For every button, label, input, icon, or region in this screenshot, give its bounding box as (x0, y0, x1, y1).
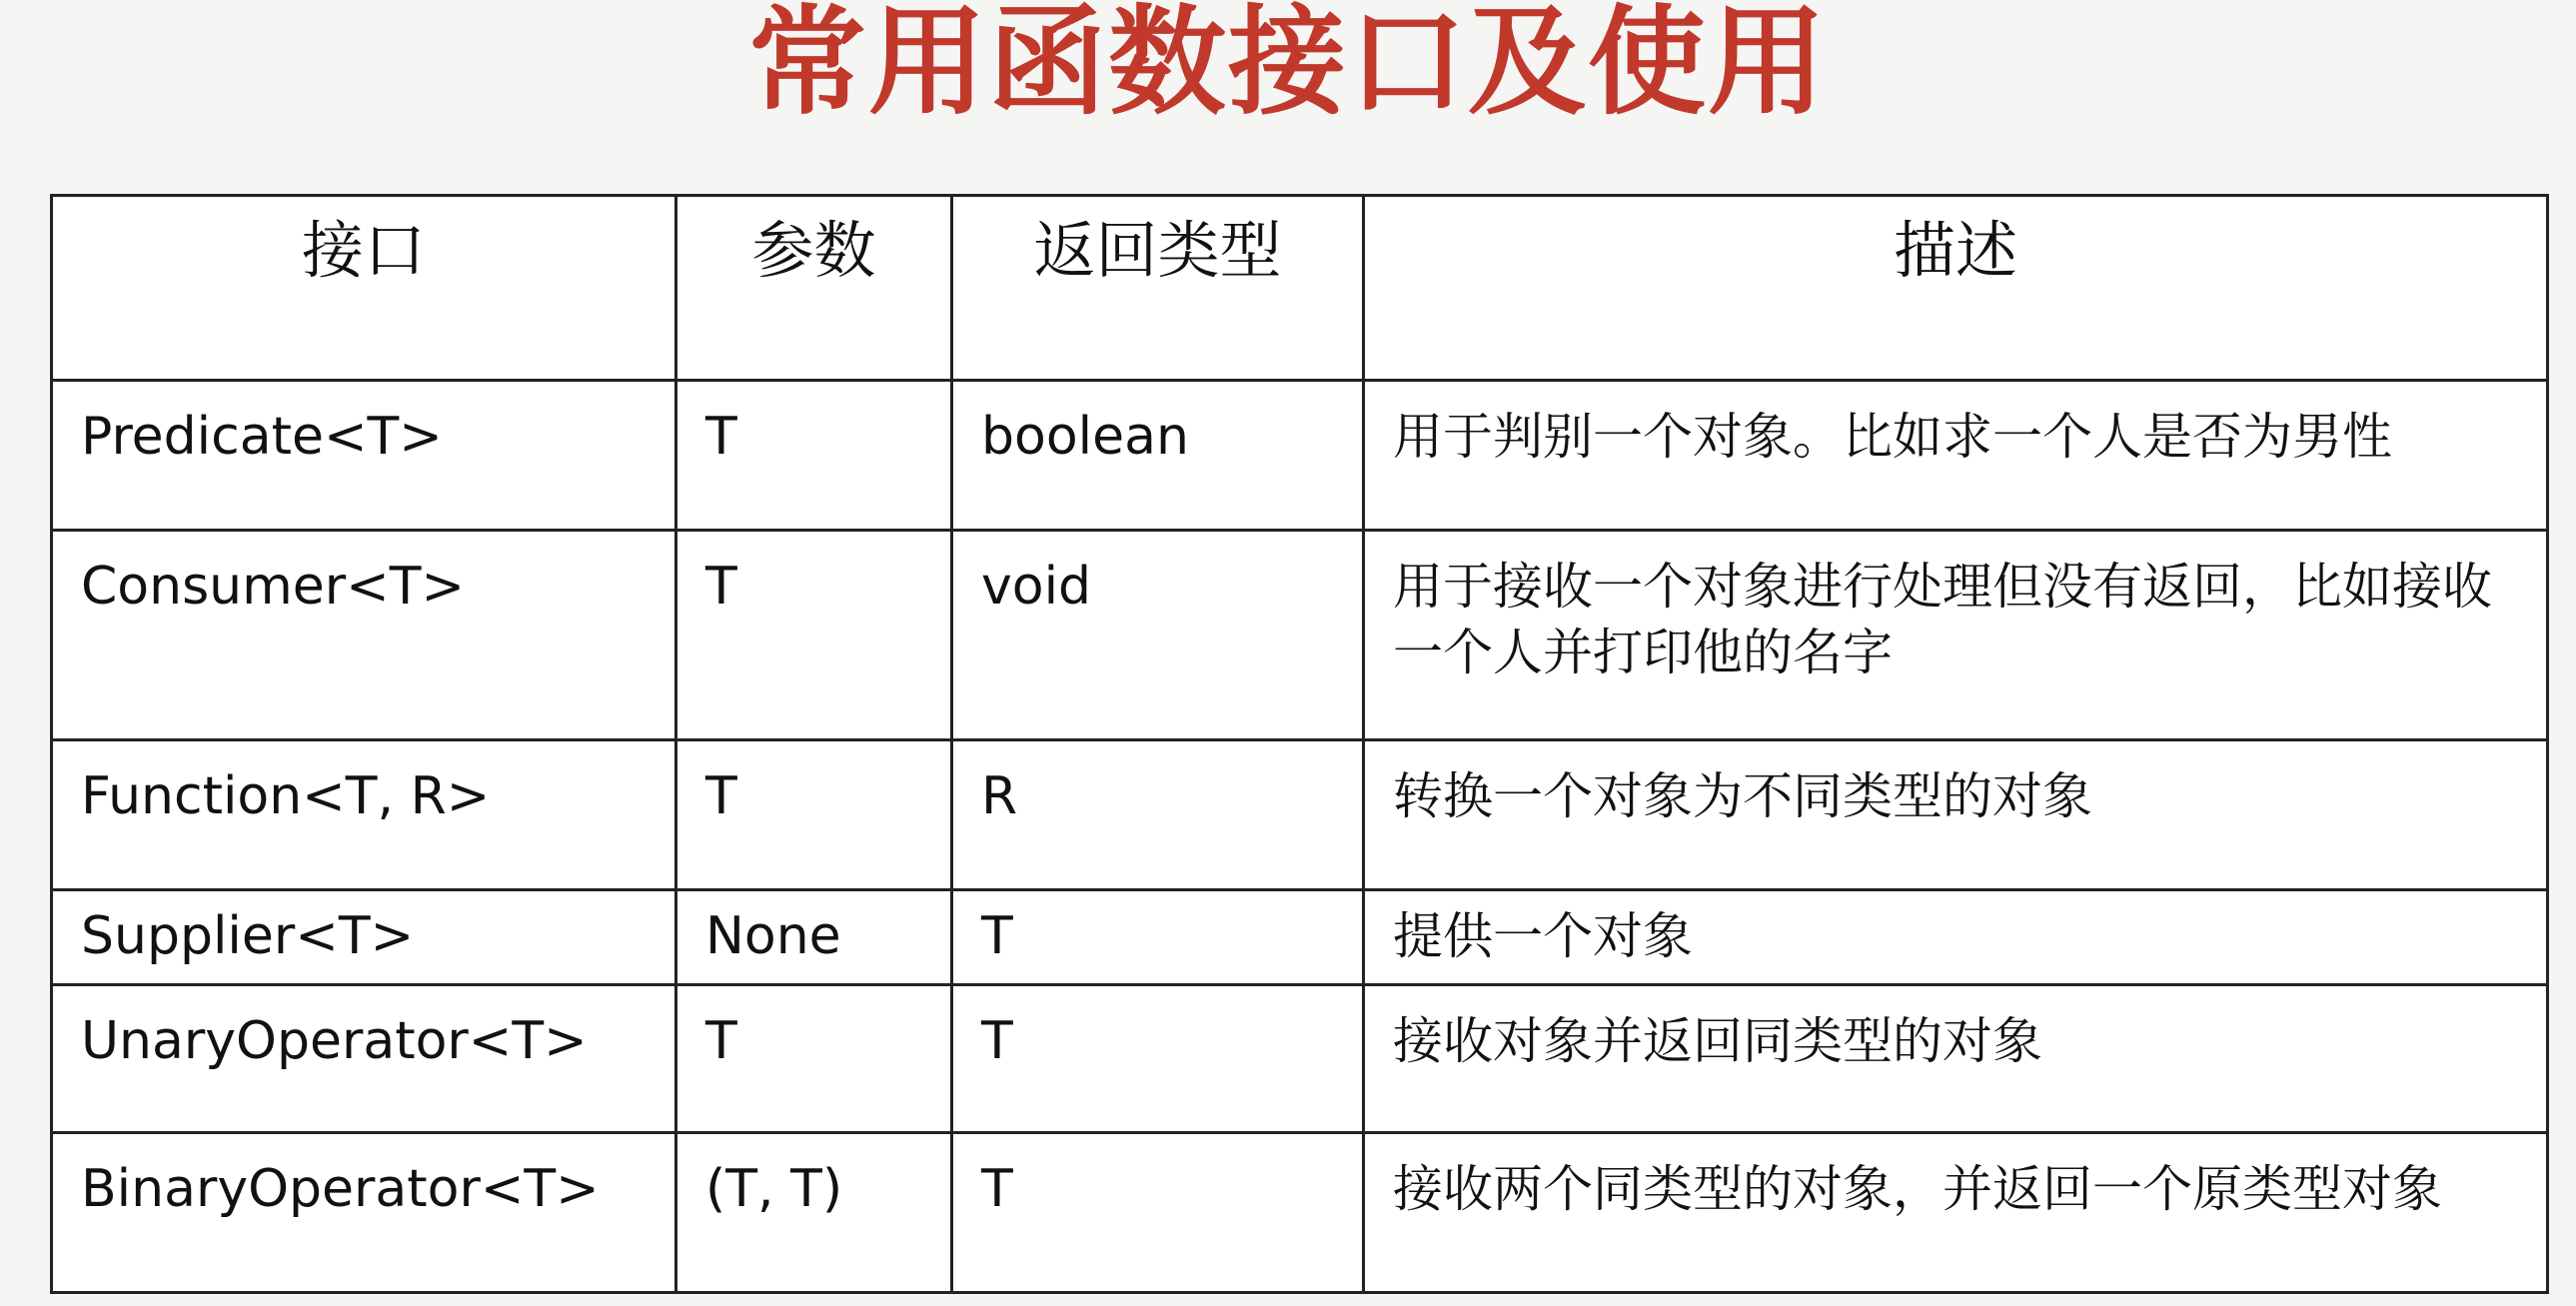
return-type-cell: T (952, 890, 1364, 985)
functional-interfaces-table (50, 194, 2549, 1294)
header-parameter: 参数 (676, 196, 952, 381)
header-row (52, 196, 2548, 381)
interface-cell: BinaryOperator<T> (52, 1133, 676, 1293)
return-type-cell: boolean (952, 381, 1364, 531)
header-description: 描述 (1364, 196, 2548, 381)
parameter-cell: None (676, 890, 952, 985)
description-cell: 转换一个对象为不同类型的对象 (1364, 740, 2548, 890)
slide-title: 常用函数接口及使用 (747, 0, 1828, 131)
return-type-cell: R (952, 740, 1364, 890)
parameter-cell: T (676, 531, 952, 740)
table-row (52, 890, 2548, 985)
parameter-cell: T (676, 381, 952, 531)
header-return-type: 返回类型 (952, 196, 1364, 381)
parameter-cell: (T, T) (676, 1133, 952, 1293)
table-row (52, 1133, 2548, 1293)
return-type-cell: T (952, 1133, 1364, 1293)
table-row (52, 740, 2548, 890)
return-type-cell: T (952, 985, 1364, 1133)
parameter-cell: T (676, 740, 952, 890)
return-type-cell: void (952, 531, 1364, 740)
table-row (52, 381, 2548, 531)
interface-cell: Function<T, R> (52, 740, 676, 890)
table-row (52, 531, 2548, 740)
interface-cell: Supplier<T> (52, 890, 676, 985)
interface-cell: UnaryOperator<T> (52, 985, 676, 1133)
table-row (52, 985, 2548, 1133)
header-interface: 接口 (52, 196, 676, 381)
description-cell: 用于判别一个对象。比如求一个人是否为男性 (1364, 381, 2548, 531)
interface-cell: Predicate<T> (52, 381, 676, 531)
description-cell: 用于接收一个对象进行处理但没有返回，比如接收一个人并打印他的名字 (1364, 531, 2548, 740)
description-cell: 接收两个同类型的对象，并返回一个原类型对象 (1364, 1133, 2548, 1293)
parameter-cell: T (676, 985, 952, 1133)
description-cell: 接收对象并返回同类型的对象 (1364, 985, 2548, 1133)
interface-cell: Consumer<T> (52, 531, 676, 740)
description-cell: 提供一个对象 (1364, 890, 2548, 985)
